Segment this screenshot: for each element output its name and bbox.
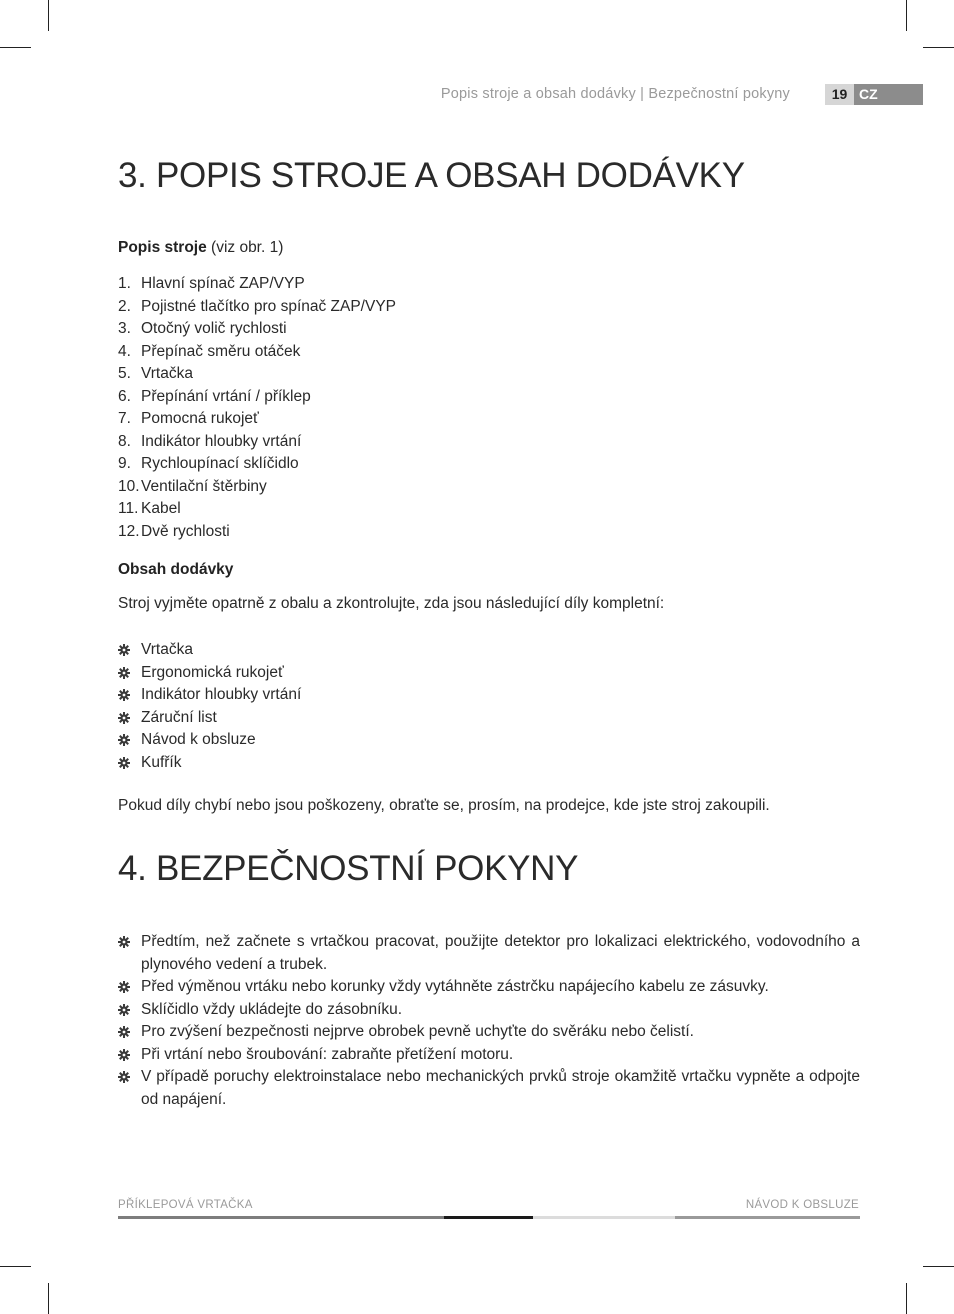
gear-bullet-icon: [118, 757, 130, 769]
item-number: 12.: [118, 522, 140, 540]
safety-list: [118, 931, 860, 1111]
footer-doc-type: NÁVOD K OBSLUZE: [745, 1199, 859, 1211]
item-number: 3.: [118, 320, 131, 337]
gear-bullet-icon: [118, 712, 130, 724]
language-code: CZ: [854, 84, 923, 105]
list-item: [118, 318, 396, 341]
list-item: [118, 931, 860, 976]
item-text: Ventilační štěrbiny: [141, 477, 267, 495]
list-item: [118, 363, 396, 386]
crop-mark: [48, 1283, 49, 1314]
item-text: Pomocná rukojeť: [141, 410, 259, 427]
crop-mark: [906, 1283, 907, 1314]
contents-note: Pokud díly chybí nebo jsou poškozeny, obraťte se, prosím, na prodejce, kde jste stroj zakoupili.: [118, 797, 770, 814]
item-number: 4.: [118, 342, 131, 360]
item-text: Přepínač směru otáček: [141, 342, 301, 360]
section-heading-description: 3. POPIS STROJE A OBSAH DODÁVKY: [118, 156, 745, 195]
crop-mark: [906, 0, 907, 31]
gear-bullet-icon: [118, 1071, 130, 1083]
crop-mark: [923, 47, 954, 48]
list-item: [118, 707, 301, 730]
footer-color-bar: [118, 1216, 860, 1219]
list-item: [118, 639, 301, 662]
item-text: Dvě rychlosti: [141, 522, 230, 540]
item-text: Indikátor hloubky vrtání: [141, 432, 302, 450]
item-text: V případě poruchy elektroinstalace nebo mechanických prvků stroje okamžitě vrtačku vypněte a odpojte od napájení.: [141, 1068, 860, 1108]
crop-mark: [48, 0, 49, 31]
list-item: [118, 273, 396, 296]
item-number: 6.: [118, 387, 131, 405]
item-number: 11.: [118, 500, 139, 517]
item-number: 7.: [118, 410, 131, 427]
contents-subheading: [118, 561, 233, 579]
gear-bullet-icon: [118, 1026, 130, 1038]
list-item: [118, 296, 396, 319]
item-text: Vrtačka: [141, 365, 193, 382]
item-number: 8.: [118, 432, 131, 450]
item-text: Návod k obsluze: [141, 731, 256, 748]
list-item: [118, 408, 396, 431]
list-item: [118, 431, 396, 454]
page-tab: [825, 84, 923, 105]
description-note: (viz obr. 1): [211, 239, 284, 256]
contents-list: [118, 639, 301, 774]
gear-bullet-icon: [118, 1049, 130, 1061]
item-text: Záruční list: [141, 708, 217, 726]
list-item: [118, 453, 396, 476]
item-text: Pojistné tlačítko pro spínač ZAP/VYP: [141, 297, 397, 315]
list-item: [118, 1066, 860, 1111]
item-text: Přepínání vrtání / příklep: [141, 387, 311, 405]
gear-bullet-icon: [118, 667, 130, 679]
list-item: [118, 1021, 860, 1044]
item-number: 2.: [118, 297, 131, 315]
list-item: [118, 498, 396, 521]
list-item: [118, 976, 860, 999]
item-text: Indikátor hloubky vrtání: [141, 686, 302, 703]
list-item: [118, 476, 396, 499]
item-number: 10.: [118, 477, 140, 495]
item-text: Pro zvýšení bezpečnosti nejprve obrobek pevně uchyťte do svěráku nebo čelistí.: [141, 1023, 694, 1040]
gear-bullet-icon: [118, 644, 130, 656]
item-text: Hlavní spínač ZAP/VYP: [141, 275, 305, 292]
list-item: [118, 521, 396, 544]
contents-label: Obsah dodávky: [118, 561, 234, 578]
item-text: Kabel: [141, 500, 181, 517]
description-subheading: [118, 239, 283, 257]
footer-bar-segment: [444, 1216, 533, 1219]
footer-product-name: PŘÍKLEPOVÁ VRTAČKA: [118, 1199, 253, 1211]
list-item: [118, 1044, 860, 1067]
item-number: 1.: [118, 275, 131, 292]
gear-bullet-icon: [118, 689, 130, 701]
section-heading-safety: 4. BEZPEČNOSTNÍ POKYNY: [118, 849, 579, 888]
footer-bar-segment: [118, 1216, 444, 1219]
item-text: Předtím, než začnete s vrtačkou pracovat, použijte detektor pro lokalizaci elektrického, vodovodního a plynového vedení a trubek.: [141, 933, 860, 973]
list-item: [118, 729, 301, 752]
crop-mark: [923, 1266, 954, 1267]
item-text: Rychloupínací sklíčidlo: [141, 455, 299, 472]
contents-intro: Stroj vyjměte opatrně z obalu a zkontrolujte, zda jsou následující díly kompletní:: [118, 595, 665, 612]
gear-bullet-icon: [118, 981, 130, 993]
list-item: [118, 386, 396, 409]
gear-bullet-icon: [118, 936, 130, 948]
list-item: [118, 999, 860, 1022]
item-text: Při vrtání nebo šroubování: zabraňte přetížení motoru.: [141, 1045, 514, 1063]
item-text: Otočný volič rychlosti: [141, 320, 287, 337]
crop-mark: [0, 1266, 31, 1267]
list-item: [118, 341, 396, 364]
item-text: Vrtačka: [141, 641, 193, 658]
gear-bullet-icon: [118, 1004, 130, 1016]
item-text: Před výměnou vrtáku nebo korunky vždy vytáhněte zástrčku napájecího kabelu ze zásuvky.: [141, 978, 769, 995]
description-label: Popis stroje: [118, 239, 207, 256]
item-number: 5.: [118, 365, 131, 382]
parts-list: [118, 273, 396, 543]
gear-bullet-icon: [118, 734, 130, 746]
footer-bar-segment: [675, 1216, 860, 1219]
running-header: Popis stroje a obsah dodávky | Bezpečnostní pokyny: [440, 86, 790, 102]
crop-mark: [0, 47, 31, 48]
item-text: Kufřík: [141, 753, 182, 771]
item-text: Ergonomická rukojeť: [141, 663, 284, 681]
page-number: 19: [825, 84, 854, 105]
footer-bar-segment: [533, 1216, 675, 1219]
item-number: 9.: [118, 455, 131, 472]
item-text: Sklíčidlo vždy ukládejte do zásobníku.: [141, 1000, 403, 1018]
list-item: [118, 684, 301, 707]
list-item: [118, 662, 301, 685]
list-item: [118, 752, 301, 775]
